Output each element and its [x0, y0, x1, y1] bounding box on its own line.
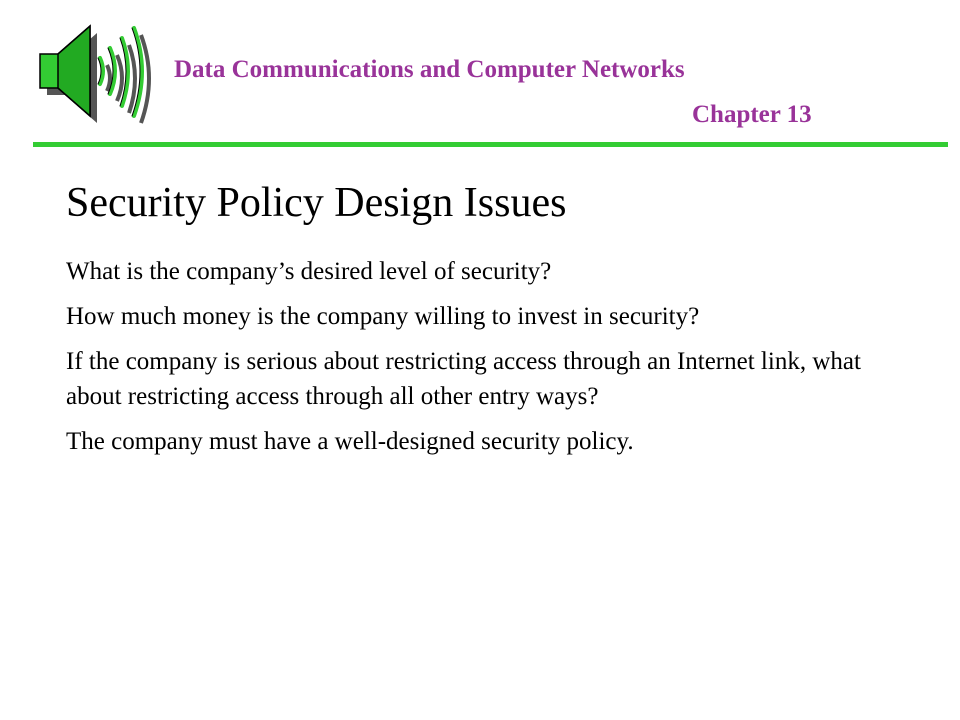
- slide-title: Security Policy Design Issues: [66, 180, 567, 226]
- speaker-sound-icon[interactable]: [36, 22, 160, 126]
- header-divider: [33, 142, 948, 147]
- bullet-item: If the company is serious about restricting access through an Internet link, what about restricting access through all other entry ways?: [66, 348, 861, 410]
- bullet-list: [66, 254, 896, 469]
- bullet-item: The company must have a well-designed security policy.: [66, 428, 634, 455]
- course-title: Data Communications and Computer Networks: [174, 56, 685, 83]
- bullet-item: How much money is the company willing to invest in security?: [66, 303, 700, 330]
- chapter-label: Chapter 13: [692, 101, 812, 128]
- bullet-item: What is the company’s desired level of security?: [66, 258, 552, 285]
